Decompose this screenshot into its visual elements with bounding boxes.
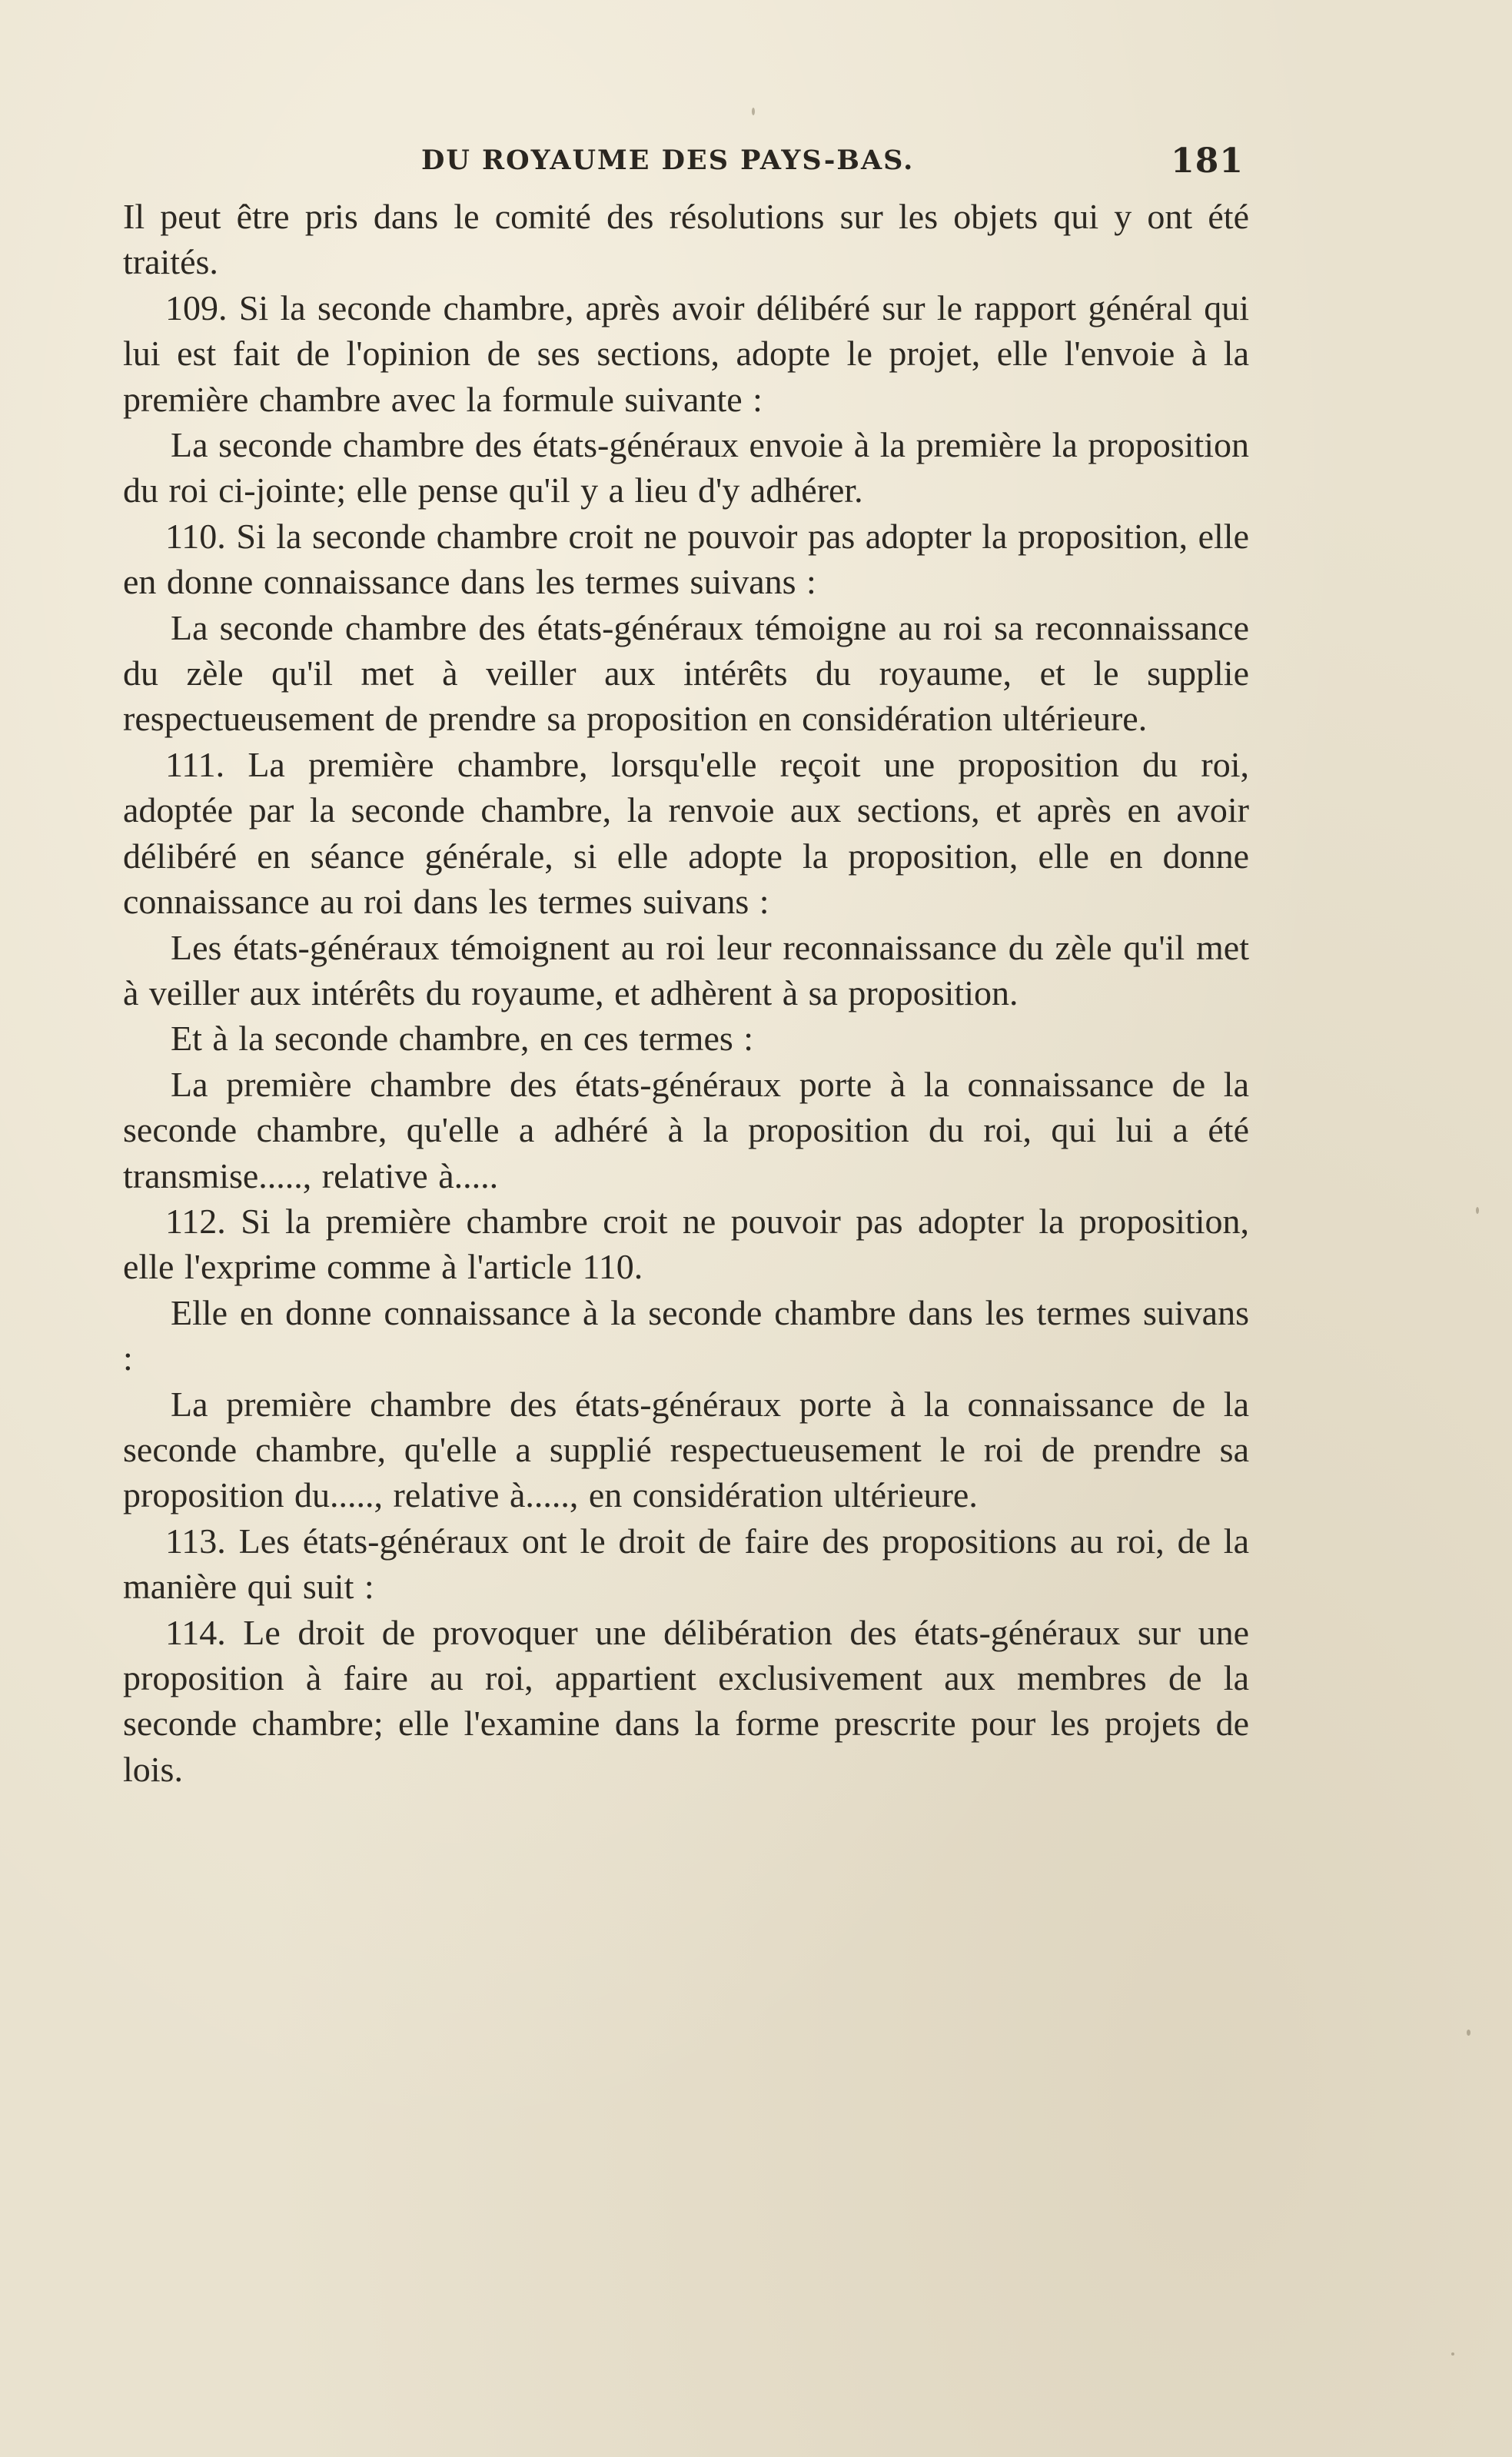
running-title: DU ROYAUME DES PAYS-BAS. (421, 145, 915, 176)
page-header (421, 141, 1244, 183)
formula-111-intro: Et à la seconde chambre, en ces termes : (171, 1019, 754, 1059)
article-114: 114. Le droit de provoquer une délibération des états-généraux sur une proposition à faire au roi, appartient exclusivement aux membres de la seconde chambre; elle l'examine dans la forme prescrite pour les projets de lois. (123, 1612, 1249, 1789)
paper-speck (1467, 2030, 1470, 2036)
formula-109: La seconde chambre des états-généraux envoie à la première la proposition du roi ci-jointe; elle pense qu'il y a lieu d'y adhérer. (123, 425, 1249, 510)
article-109: 109. Si la seconde chambre, après avoir délibéré sur le rapport général qui lui est fait de l'opinion de ses sections, adopte le projet, elle l'envoie à la première chambre avec la formule suivante : (123, 288, 1249, 419)
article-111: 111. La première chambre, lorsqu'elle reçoit une proposition du roi, adoptée par la seconde chambre, la renvoie aux sections, et après en avoir délibéré en séance générale, si elle adopte la proposition, elle en donne connaissance au roi dans les termes suivans : (123, 744, 1249, 922)
article-110: 110. Si la seconde chambre croit ne pouvoir pas adopter la proposition, elle en donne connaissance dans les termes suivans : (123, 516, 1249, 602)
paper-speck (1451, 2352, 1454, 2356)
formula-112-chamber: La première chambre des états-généraux porte à la connaissance de la seconde chambre, qu'elle a supplié respectueusement le roi de prendre sa proposition du....., relative à....., en considération ultérieure. (123, 1384, 1249, 1515)
formula-110: La seconde chambre des états-généraux témoigne au roi sa reconnaissance du zèle qu'il met à veiller aux intérêts du royaume, et le supplie respectueusement de prendre sa proposition en considération ultérieure. (123, 607, 1249, 739)
article-112: 112. Si la première chambre croit ne pouvoir pas adopter la proposition, elle l'exprime comme à l'article 110. (123, 1201, 1249, 1287)
paper-speck (1476, 1207, 1479, 1214)
formula-112-intro: Elle en donne connaissance à la seconde chambre dans les termes suivans : (123, 1292, 1249, 1378)
paper-speck (752, 108, 755, 115)
paragraph-continuation: Il peut être pris dans le comité des résolutions sur les objets qui y ont été traités. (123, 197, 1249, 282)
formula-111-chamber: La première chambre des états-généraux porte à la connaissance de la seconde chambre, qu'elle a adhéré à la proposition du roi, qui lui a été transmise....., relative à..... (123, 1064, 1249, 1195)
body-text (123, 194, 1249, 1792)
page-number: 181 (1171, 141, 1244, 181)
formula-111-king: Les états-généraux témoignent au roi leur reconnaissance du zèle qu'il met à veiller aux intérêts du royaume, et adhèrent à sa proposition. (123, 927, 1249, 1012)
article-113: 113. Les états-généraux ont le droit de faire des propositions au roi, de la manière qui suit : (123, 1521, 1249, 1607)
